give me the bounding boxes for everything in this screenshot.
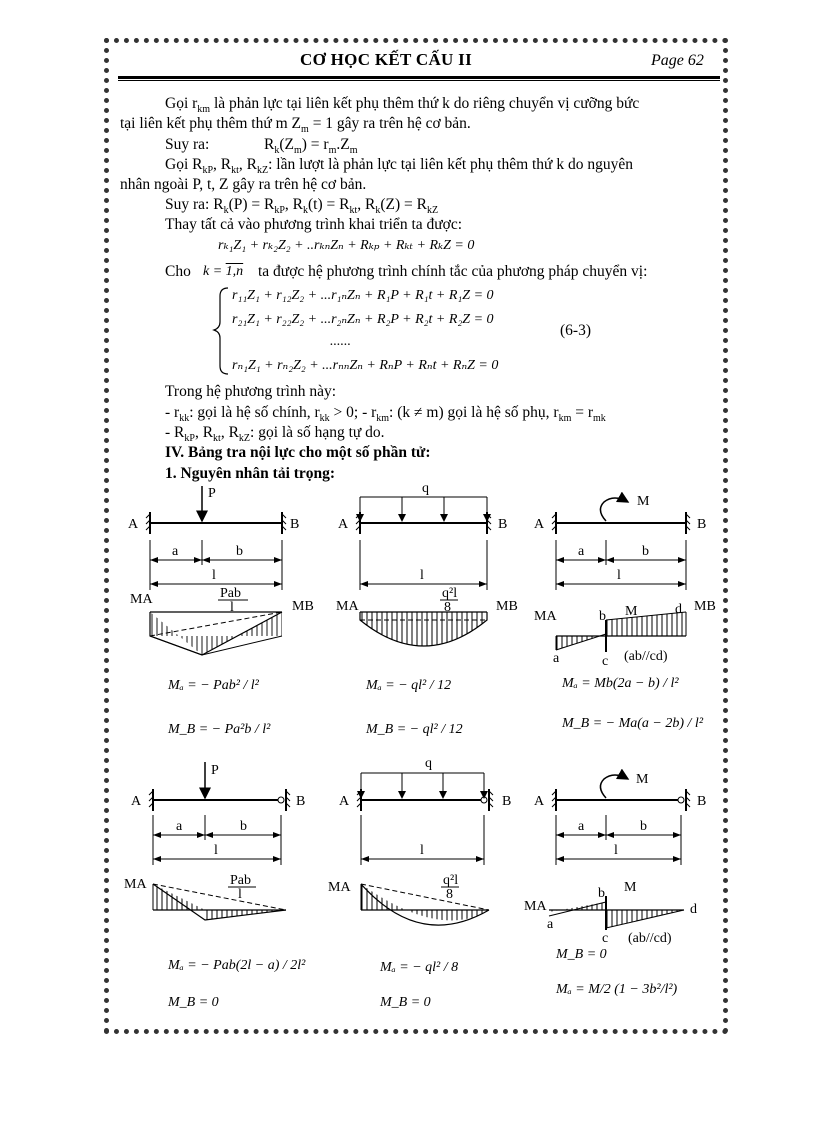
svg-text:MB: MB <box>496 599 518 614</box>
formula-MA-5: Mₐ = − ql² / 8 <box>380 960 459 975</box>
svg-text:P: P <box>211 763 219 778</box>
equation-number: (6-3) <box>560 322 591 339</box>
svg-text:l: l <box>230 600 234 615</box>
svg-text:MB: MB <box>694 599 716 614</box>
svg-text:M: M <box>636 772 649 787</box>
svg-text:b: b <box>236 544 243 559</box>
beam-6-moment-pinned <box>524 772 706 946</box>
label-P: P <box>208 486 216 501</box>
svg-text:M: M <box>637 494 650 509</box>
svg-text:b: b <box>599 609 606 624</box>
formula-MA-4: Mₐ = − Pab(2l − a) / 2l² <box>168 958 306 973</box>
svg-text:8: 8 <box>446 887 453 902</box>
svg-text:A: A <box>339 794 350 809</box>
svg-text:B: B <box>697 794 707 809</box>
formula-MB-5: M_B = 0 <box>380 995 431 1010</box>
svg-text:l: l <box>614 843 618 858</box>
svg-text:b: b <box>640 819 647 834</box>
paragraph-line: - $R_{kP}$, $R_{kt}$, $R_{kZ}$: gọi là số hạng tự do. <box>165 424 385 445</box>
svg-text:l: l <box>214 843 218 858</box>
svg-text:8: 8 <box>444 600 451 615</box>
svg-text:a: a <box>578 819 585 834</box>
svg-text:M: M <box>624 880 637 895</box>
paragraph-line: ta được hệ phương trình chính tắc của phương pháp chuyển vị: <box>258 263 648 280</box>
svg-text:q: q <box>422 481 429 496</box>
svg-text:(ab//cd): (ab//cd) <box>624 649 668 664</box>
svg-text:q: q <box>425 756 432 771</box>
svg-text:a: a <box>547 917 554 932</box>
svg-text:q²l: q²l <box>442 586 458 601</box>
svg-text:a: a <box>176 819 183 834</box>
svg-text:A: A <box>338 517 349 532</box>
paragraph-line: Trong hệ phương trình này: <box>165 383 337 400</box>
paragraph-line: Cho <box>165 263 191 280</box>
beam-2-distributed <box>336 481 518 646</box>
formula-MB-2: M_B = − ql² / 12 <box>366 722 463 737</box>
svg-text:Pab: Pab <box>230 873 251 888</box>
svg-text:d: d <box>675 602 682 617</box>
formula-MB-4: M_B = 0 <box>168 995 219 1010</box>
svg-text:c: c <box>602 931 609 946</box>
svg-text:B: B <box>296 794 306 809</box>
subsection-heading: 1. Nguyên nhân tải trọng: <box>165 465 336 482</box>
formula-MB-3: M_B = − Ma(a − 2b) / l² <box>562 716 704 731</box>
beam-5-distributed-pinned <box>328 756 511 925</box>
section-heading: IV. Bảng tra nội lực cho một số phần tử: <box>165 444 431 461</box>
svg-text:l: l <box>420 568 424 583</box>
system-equation-2: r₂₁Z₁ + r₂₂Z₂ + ...r₂ₙZₙ + R₂P + R₂t + R₂Z = 0 <box>232 312 494 327</box>
svg-text:l: l <box>212 568 216 583</box>
paragraph-line: Gọi $r_{km}$ là phản lực tại liên kết phụ thêm thứ k do riêng chuyển vị cưỡng bức <box>165 95 640 116</box>
system-equation-1: r₁₁Z₁ + r₁₂Z₂ + ...r₁ₙZₙ + R₁P + R₁t + R₁Z = 0 <box>232 288 494 303</box>
index-range: k = 1,n <box>203 264 244 279</box>
svg-text:A: A <box>534 517 545 532</box>
formula-MA-6: Mₐ = M/2 (1 − 3b²/l²) <box>556 982 678 997</box>
svg-text:B: B <box>697 517 707 532</box>
paragraph-line: nhân ngoài P, t, Z gây ra trên hệ cơ bản. <box>120 176 367 193</box>
formula-MB-1: M_B = − Pa²b / l² <box>168 722 271 737</box>
paragraph-line: Suy ra: <box>165 136 210 153</box>
svg-text:MB: MB <box>292 599 314 614</box>
svg-text:d: d <box>690 902 697 917</box>
svg-text:a: a <box>553 651 560 666</box>
svg-text:a: a <box>172 544 179 559</box>
header-page-number: Page 62 <box>651 52 704 69</box>
svg-text:A: A <box>131 794 142 809</box>
svg-text:M: M <box>625 604 638 619</box>
formula-MA-1: Mₐ = − Pab² / l² <box>168 678 259 693</box>
svg-text:MA: MA <box>124 877 147 892</box>
paragraph-line: Gọi $R_{kP}$, $R_{kt}$, $R_{kZ}$: lần lượt là phản lực tại liên kết phụ thêm thứ k do nguyên <box>165 156 633 177</box>
svg-text:MA: MA <box>328 880 351 895</box>
paragraph-line: Suy ra: $R_k(P) = R_{kP}$, $R_k(t) = R_{kt}$, $R_k(Z) = R_{kZ}$ <box>165 196 439 217</box>
paragraph-line: tại liên kết phụ thêm thứ m $Z_m = 1$ gây ra trên hệ cơ bản. <box>120 115 471 136</box>
beam-4-point-load-pinned <box>124 762 305 920</box>
svg-text:l: l <box>420 843 424 858</box>
formula-MB-6: M_B = 0 <box>556 947 607 962</box>
svg-text:B: B <box>502 794 512 809</box>
svg-text:MA: MA <box>524 899 547 914</box>
svg-text:MA: MA <box>534 609 557 624</box>
beam-3-moment <box>534 494 716 669</box>
beam-1-point-load <box>128 486 314 655</box>
svg-text:a: a <box>578 544 585 559</box>
formula-MA-3: Mₐ = Mb(2a − b) / l² <box>562 676 679 691</box>
formula-MA-2: Mₐ = − ql² / 12 <box>366 678 452 693</box>
label-B: B <box>290 517 300 532</box>
equation-inline: $R_k(Z_m) = r_m.Z_m$ <box>264 136 358 157</box>
svg-text:(ab//cd): (ab//cd) <box>628 931 672 946</box>
svg-text:b: b <box>642 544 649 559</box>
paragraph-line: Thay tất cả vào phương trình khai triển ta được: <box>165 216 463 233</box>
header-title: CƠ HỌC KẾT CẤU II <box>300 50 472 69</box>
svg-text:B: B <box>498 517 508 532</box>
paragraph-line: - $r_{kk}$: gọi là hệ số chính, $r_{kk} > 0$; - $r_{km}$: (k ≠ m) gọi là hệ số phụ, $r_{km} = r_{mk}$ <box>165 404 606 425</box>
svg-text:l: l <box>238 887 242 902</box>
svg-text:MA: MA <box>336 599 359 614</box>
svg-text:l: l <box>617 568 621 583</box>
svg-text:c: c <box>602 654 609 669</box>
equation-expanded: rₖ₁Z₁ + rₖ₂Z₂ + ..rₖₙZₙ + Rₖₚ + Rₖₜ + RₖZ = 0 <box>218 238 475 253</box>
svg-text:Pab: Pab <box>220 586 241 601</box>
svg-text:b: b <box>240 819 247 834</box>
system-ellipsis: ...... <box>330 334 351 349</box>
svg-text:b: b <box>598 886 605 901</box>
svg-text:A: A <box>534 794 545 809</box>
system-equation-n: rₙ₁Z₁ + rₙ₂Z₂ + ...rₙₙZₙ + RₙP + Rₙt + RₙZ = 0 <box>232 358 499 373</box>
svg-text:MA: MA <box>130 592 153 607</box>
svg-text:q²l: q²l <box>443 873 459 888</box>
label-A: A <box>128 517 139 532</box>
